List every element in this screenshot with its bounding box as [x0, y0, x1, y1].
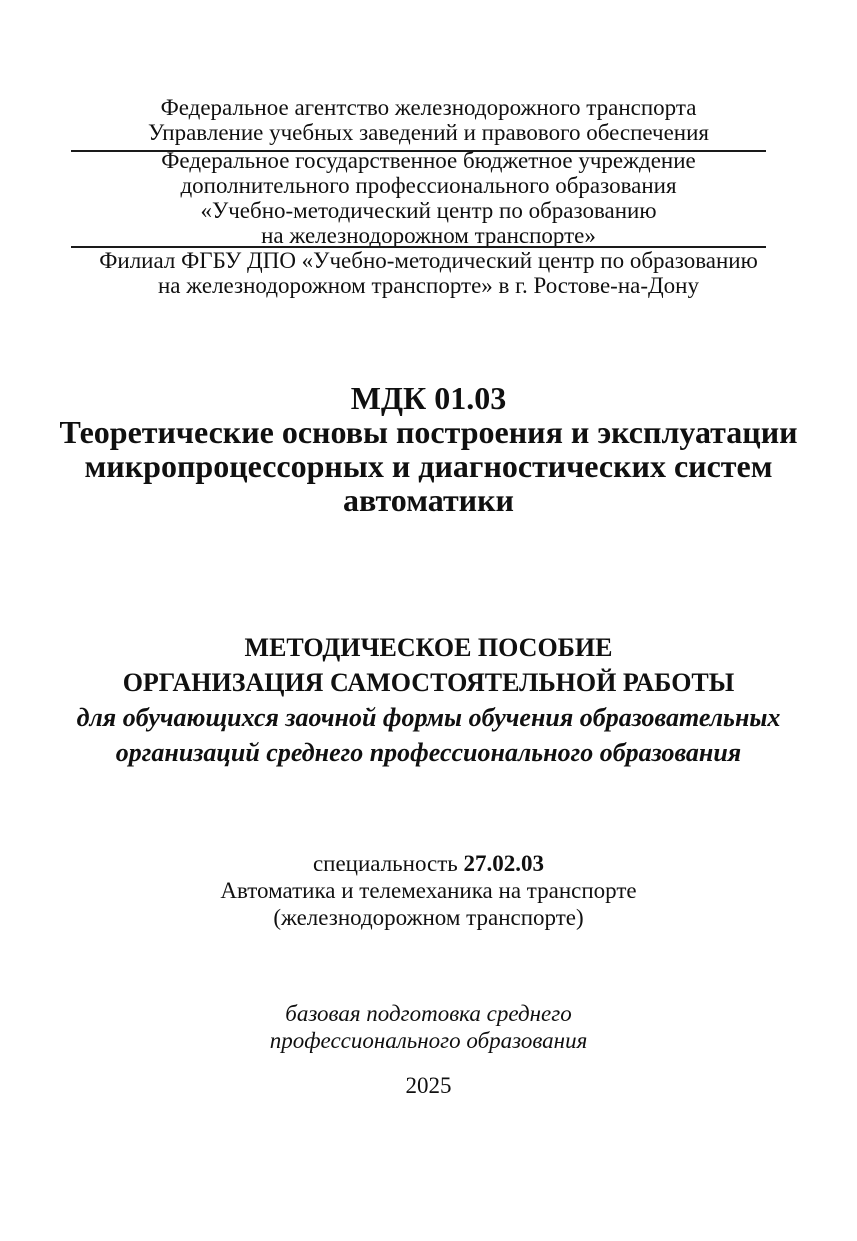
- training-line: профессионального образования: [269, 1028, 588, 1053]
- institution-line: Федеральное государственное бюджетное учреждение: [161, 148, 696, 173]
- agency-line: Федеральное агентство железнодорожного транспорта: [160, 95, 697, 120]
- subtitle-audience-line: для обучающихся заочной формы обучения образовательных: [76, 703, 781, 732]
- specialty-code: 27.02.03: [463, 851, 545, 876]
- specialty-code-line: [0, 850, 857, 877]
- specialty-label: специальность: [312, 851, 458, 876]
- header-institution-block: [0, 148, 857, 248]
- subtitle-type-line: МЕТОДИЧЕСКОЕ ПОСОБИЕ: [244, 633, 613, 662]
- title-line: автоматики: [343, 482, 514, 518]
- document-subtitle: [0, 630, 857, 770]
- publication-year: 2025: [405, 1073, 452, 1098]
- subtitle-audience-line: организаций среднего профессионального образования: [115, 738, 742, 767]
- branch-line: на железнодорожном транспорте» в г. Ростове-на-Дону: [158, 273, 699, 298]
- title-line: Теоретические основы построения и эксплуатации: [59, 414, 798, 450]
- specialty-block: [0, 850, 857, 931]
- institution-line: на железнодорожном транспорте»: [261, 223, 596, 248]
- training-line: базовая подготовка среднего: [285, 1001, 572, 1026]
- subtitle-type-line: ОРГАНИЗАЦИЯ САМОСТОЯТЕЛЬНОЙ РАБОТЫ: [122, 668, 735, 697]
- title-line: микропроцессорных и диагностических систем: [84, 448, 773, 484]
- header-agency-block: [0, 95, 857, 145]
- document-title: [0, 381, 857, 517]
- training-level-block: [0, 1000, 857, 1054]
- specialty-name-line: (железнодорожном транспорте): [273, 905, 584, 930]
- branch-line: Филиал ФГБУ ДПО «Учебно-методический центр по образованию: [99, 248, 758, 273]
- institution-line: «Учебно-методический центр по образованию: [200, 198, 657, 223]
- header-branch-block: [0, 248, 857, 298]
- course-code: МДК 01.03: [350, 380, 507, 416]
- specialty-name-line: Автоматика и телемеханика на транспорте: [220, 878, 637, 903]
- agency-line: Управление учебных заведений и правового обеспечения: [148, 120, 709, 145]
- institution-line: дополнительного профессионального образования: [180, 173, 677, 198]
